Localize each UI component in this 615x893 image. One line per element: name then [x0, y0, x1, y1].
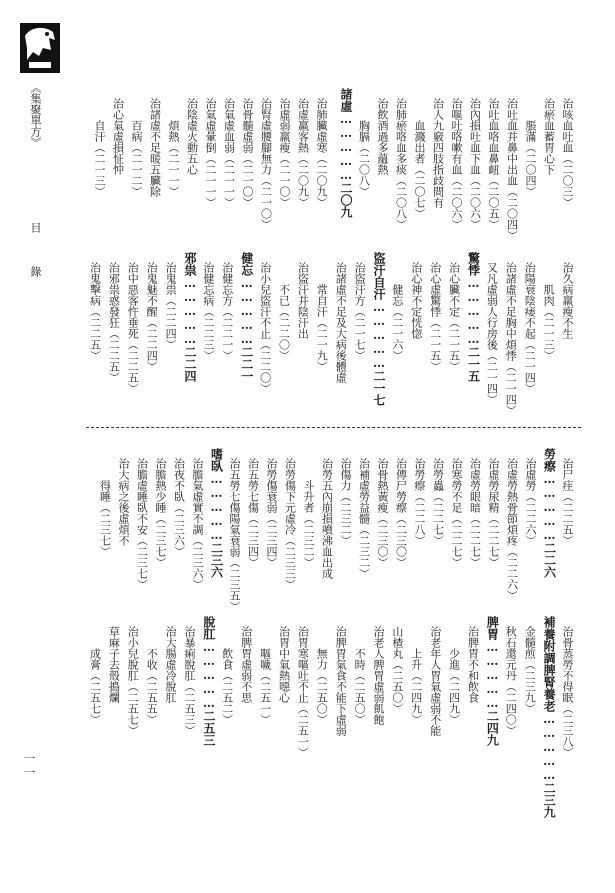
- toc-section-heading: 盜汗自汗……………二一七: [372, 252, 386, 406]
- toc-entry: 治氣虛暈倒（二一一）: [204, 98, 217, 208]
- toc-entry: 治人九竅四肢指歧間有: [431, 98, 445, 208]
- toc-entry: 治骨熱黃瘦（二三〇）: [376, 458, 389, 568]
- toc-entry: 治中惡客忤垂死（二二五）: [126, 262, 140, 394]
- toc-entry: 治心臟不定（二一五）: [447, 262, 461, 372]
- toc-entry: 煩熱（二一一）: [167, 120, 180, 197]
- toc-entry: 治諸虛不足暖五臟除: [148, 98, 162, 197]
- toc-entry: 治脾胃虛弱不思: [239, 626, 253, 703]
- book-title: 《集聚單方》: [29, 82, 42, 148]
- toc-entry: 治傳尸勞瘵（二三〇）: [394, 458, 408, 568]
- toc-entry: 治飲酒過多蘊熱: [376, 98, 389, 175]
- toc-entry: 治勞蟲（二二七）: [431, 458, 445, 546]
- toc-entry: 自汗（二一三）: [93, 120, 106, 197]
- toc-entry: 治虛勞眼暗（二二七）: [468, 458, 482, 568]
- toc-entry: 治脾胃氣食不能下虛弱: [334, 626, 348, 736]
- toc-entry: 治虛羸客熱（二〇九）: [296, 98, 310, 208]
- toc-entry: 治健忘病（二二三）: [201, 262, 215, 361]
- toc-entry: 山楂丸（二五〇）: [390, 626, 404, 714]
- toc-entry: 治諸虛不足及大病後體虛: [334, 262, 348, 383]
- toc-entry: 治邪祟惑發狂（二二五）: [107, 262, 121, 383]
- toc-entry: 治虛弱羸瘦（二一〇）: [278, 98, 291, 208]
- toc-entry: 治心虛驚悸（二一五）: [428, 262, 442, 372]
- toc-entry: 治骨髓虛弱（二一〇）: [241, 98, 254, 208]
- toc-entry: 治寒勞不足（二二七）: [450, 458, 463, 568]
- toc-entry: 治膽氣虛實不調（二三六）: [191, 458, 204, 590]
- toc-entry: 草麻子去殼搗爛: [107, 626, 121, 703]
- toc-entry: 治勞傷衰弱（二三四）: [265, 458, 278, 568]
- toc-entry: 不已（二二〇）: [277, 284, 291, 361]
- toc-entry: 治鬼魅不醒（二二四）: [145, 262, 159, 372]
- toc-entry: 成膏（二五七）: [88, 648, 102, 725]
- toc-entry: 少進（二四九）: [447, 648, 461, 725]
- toc-entry: 治盜汗方（二一七）: [353, 262, 367, 361]
- toc-entry: 上升（二四九）: [409, 648, 423, 725]
- toc-entry: 不收（二五五）: [145, 648, 159, 725]
- toc-entry: 治心神不定恍惚: [409, 262, 423, 339]
- toc-entry: 治胃寒嘔吐不止（二五一）: [296, 626, 310, 758]
- toc-entry: 治陰虛火動五心: [185, 98, 199, 175]
- page-number: 一一: [22, 752, 36, 780]
- toc-entry: 治骨蒸勞不得眠（二三八）: [561, 626, 574, 758]
- toc-entry: 治氣虛血弱（二一一）: [222, 98, 236, 208]
- horse-seal-icon: [19, 22, 61, 74]
- toc-section-heading: 諸虛……………二〇九: [339, 88, 353, 218]
- toc-entry: 治腎虛腰腳無力（二一〇）: [259, 98, 273, 230]
- toc-entry: 治五勞七傷（二三四）: [246, 458, 260, 568]
- toc-entry: 百病（二一二）: [130, 120, 143, 197]
- toc-entry: 治虛勞（二二六）: [524, 458, 537, 546]
- toc-entry: 健忘（二一六）: [390, 284, 404, 361]
- toc-entry: 常自汗（二一九）: [315, 284, 329, 372]
- section-divider: [86, 427, 581, 428]
- toc-entry: 治小兒盜汗不止（二二〇）: [258, 262, 272, 394]
- toc-entry: 治補虛勞益髓（二三二）: [357, 458, 371, 579]
- toc-entry: 治暴痢脫肛（二五三）: [183, 626, 196, 736]
- toc-entry: 斗升者（二三二）: [302, 480, 315, 568]
- toc-entry: 治夜不臥（二三六）: [172, 458, 186, 557]
- toc-entry: 治心氣虛損怔忡: [111, 98, 125, 175]
- toc-entry: 金髓煎（二三九）: [523, 626, 537, 714]
- toc-entry: 血濺出者（二〇七）: [413, 120, 426, 219]
- toc-entry: 治肺臟虛寒（二〇九）: [315, 98, 328, 208]
- toc-entry: 治老年人胃氣虛弱不能: [428, 626, 442, 736]
- toc-entry: 又凡虛弱人行房後（二一四）: [485, 262, 499, 405]
- toc-entry: 治嘔吐咯嗽有血（二〇六）: [450, 98, 463, 230]
- toc-section-heading: 脫肛……………二五三: [201, 616, 216, 746]
- toc-entry: 治老人脾胃虛弱飢飽: [372, 626, 385, 725]
- toc-entry: 治吐血咯血鼻衄（二〇五）: [487, 98, 500, 230]
- toc-entry: 治膽虛睡臥不安（二三七）: [135, 458, 149, 590]
- toc-entry: 治脾胃不和飲食: [466, 626, 480, 703]
- toc-entry: 治大腸虛冷脫肛: [164, 626, 178, 703]
- toc-entry: 治內損吐血下血（二〇六）: [468, 98, 482, 230]
- toc-section-heading: 邪祟……………二二四: [183, 252, 197, 382]
- toc-entry: 治吐血并鼻中出血（二〇四）: [505, 98, 519, 241]
- toc-section-heading: 脾胃……………二四九: [485, 616, 500, 746]
- toc-section-heading: 驚悸……………二一五: [466, 252, 481, 382]
- toc-entry: 治健忘方（二二一）: [220, 262, 234, 361]
- toc-entry: 治咳血吐血（二〇三）: [561, 98, 574, 208]
- toc-entry: 胸膈（二〇八）: [357, 120, 371, 197]
- toc-section-heading: 補養附調脾腎養老……………二三九: [542, 616, 557, 818]
- toc-entry: 治胃中氣熱噁心: [277, 626, 291, 703]
- toc-entry: 得睡（二三七）: [98, 480, 112, 557]
- toc-entry: 治久病羸瘦不生: [561, 262, 574, 339]
- toc-section-heading: 健忘……………二二一: [239, 252, 254, 382]
- toc-section-heading: 嗜臥……………二三六: [209, 448, 224, 578]
- toc-entry: 治盜汗并陰汗出: [296, 262, 310, 339]
- toc-entry: 秋石還元丹（二四〇）: [504, 626, 518, 736]
- toc-entry: 治勞瘵（二二八）: [413, 458, 426, 546]
- toc-entry: 治鬼擊病（二二五）: [88, 262, 102, 361]
- toc-entry: 治傷力（二三二）: [339, 458, 352, 546]
- toc-entry: 治瘀血蓄胃心下: [542, 98, 556, 175]
- toc-entry: 嘔噦（二五一）: [258, 648, 272, 725]
- section-label: 目 錄: [29, 222, 42, 287]
- toc-entry: 治膽熱少睡（二三七）: [154, 458, 167, 568]
- toc-entry: 治尸疰（二二五）: [561, 458, 574, 546]
- toc-entry: 飲食（二五二）: [220, 648, 234, 725]
- toc-entry: 無力（二五〇）: [315, 648, 329, 725]
- toc-entry: 治諸虛不足胸中煩悸（二一四）: [504, 262, 518, 416]
- toc-entry: 治虛勞尿精（二二七）: [487, 458, 500, 568]
- toc-entry: 肌肉（二一三）: [542, 284, 556, 361]
- toc-entry: 治勞傷下元虛冷（二三三）: [283, 458, 297, 590]
- toc-section-heading: 勞瘵……………二二六: [542, 448, 557, 578]
- toc-entry: 治小兒脫肛（二五七）: [126, 626, 140, 736]
- toc-entry: 不時（二五〇）: [353, 648, 367, 725]
- toc-entry: 治五勞七傷陽氣衰弱（二三五）: [228, 458, 241, 612]
- toc-entry: 治肺瘀咯血多痰（二〇八）: [394, 98, 408, 230]
- toc-entry: 治勞五內崩損噴沸血出成: [320, 458, 334, 579]
- toc-entry: 治陽衰陰痿不起（二一四）: [523, 262, 537, 394]
- toc-entry: 治鬼祟（二二四）: [164, 262, 178, 350]
- toc-entry: 治虛勞熱骨節煩疼（二二六）: [505, 458, 519, 601]
- toc-entry: 脹滿（二〇四）: [524, 120, 537, 197]
- toc-entry: 治大病之後虛煩不: [117, 458, 130, 546]
